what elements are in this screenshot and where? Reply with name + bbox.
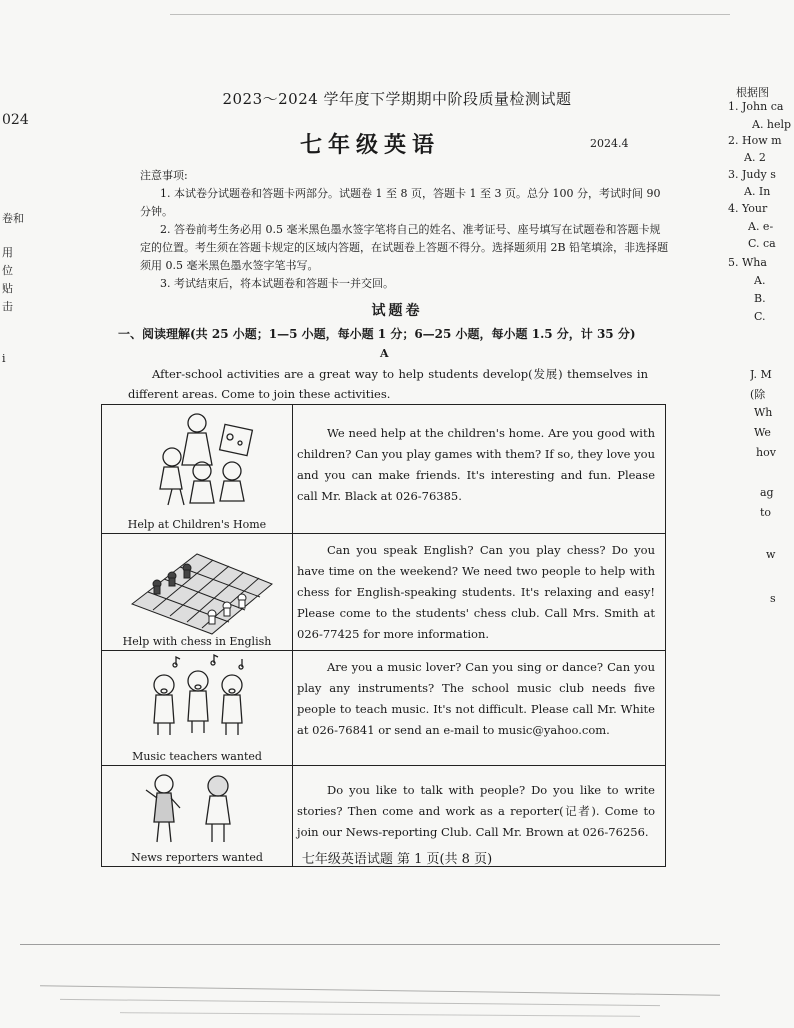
- activities-table: [101, 404, 666, 867]
- scan-line: [120, 1012, 640, 1017]
- chess-board-illustration: [102, 534, 292, 640]
- right-bleed-text: A.: [754, 274, 766, 287]
- scan-line: [60, 999, 660, 1006]
- left-bleed-text: 卷和: [2, 212, 24, 225]
- right-bleed-text: A. 2: [744, 151, 766, 164]
- section-title: 试题卷: [371, 303, 423, 319]
- ad-picture-cell: [102, 534, 293, 651]
- right-bleed-text: ag: [760, 486, 774, 499]
- ad-caption: Help with chess in English: [122, 635, 272, 648]
- notes-heading: 注意事项:: [140, 169, 188, 182]
- passage-letter: A: [380, 347, 389, 360]
- ad-caption: Music teachers wanted: [132, 750, 262, 763]
- table-row: [102, 534, 666, 651]
- right-bleed-text: A. help: [752, 118, 792, 131]
- note-item: 2. 答卷前考生务必用 0.5 毫米黑色墨水签字笔将自己的姓名、准考证号、座号填写在试题卷和答题卡规定的位置。考生须在答题卡规定的区域内答题，在试题卷上答题不得分。选择题须用 2B 铅笔填涂，非选择题须用 0.5 毫米黑色墨水签字笔书写。: [140, 223, 669, 272]
- ad-text-cell: [293, 405, 666, 534]
- table-row: [102, 651, 666, 766]
- ad-text: Do you like to talk with people? Do you like to write stories? Then come and work as a reporter(记者). Come to join our News-reporting Club. Call Mr. Brown at 026-76256.: [297, 783, 655, 839]
- grade-subject-title: 七年级英语: [300, 132, 441, 158]
- right-bleed-text: 1. John ca: [728, 100, 784, 113]
- ad-text: Can you speak English? Can you play chess? Do you have time on the weekend? We need two people to help with chess for English-speaking students. It's relaxing and easy! Please come to the students' chess club. Call Mrs. Smith at 026-77425 for more information.: [297, 543, 655, 641]
- left-bleed-text: 024: [2, 112, 29, 128]
- left-bleed-text: 用: [2, 246, 13, 259]
- left-bleed-text: 位: [2, 264, 13, 277]
- scan-line: [20, 944, 720, 945]
- ad-text: Are you a music lover? Can you sing or dance? Can you play any instruments? The school music club needs five people to teach music. It's not difficult. Please call Mr. White at 026-76841 or send an e-mail to music@yahoo.com.: [297, 660, 655, 737]
- right-bleed-text: (除: [750, 388, 766, 401]
- right-bleed-text: A. e-: [748, 220, 774, 233]
- right-bleed-text: 根据图: [736, 86, 769, 99]
- exam-date: 2024.4: [590, 137, 629, 150]
- ad-picture-cell: [102, 651, 293, 766]
- passage-intro: After-school activities are a great way to help students develop(发展) themselves in different areas. Come to join these activities.: [128, 367, 648, 401]
- right-bleed-text: hov: [756, 446, 776, 459]
- note-item: 1. 本试卷分试题卷和答题卡两部分。试题卷 1 至 8 页，答题卡 1 至 3 页。总分 100 分，考试时间 90 分钟。: [140, 187, 661, 218]
- exam-title: 2023～2024 学年度下学期期中阶段质量检测试题: [222, 90, 572, 108]
- children-home-illustration: [102, 405, 292, 523]
- music-singers-illustration: [102, 651, 292, 755]
- page-footer: 七年级英语试题 第 1 页(共 8 页): [301, 852, 493, 867]
- ad-caption: Help at Children's Home: [127, 518, 267, 531]
- ad-caption: News reporters wanted: [131, 851, 263, 864]
- right-bleed-text: A. In: [744, 185, 771, 198]
- right-bleed-text: w: [766, 548, 776, 561]
- ad-text-cell: [293, 534, 666, 651]
- notes-block: [140, 167, 670, 293]
- left-bleed-text: 贴: [2, 282, 13, 295]
- right-bleed-text: C.: [754, 310, 766, 323]
- scan-line: [40, 985, 720, 995]
- right-bleed-text: C. ca: [748, 237, 776, 250]
- right-bleed-text: 2. How m: [728, 134, 782, 147]
- left-bleed-text: i: [2, 352, 6, 365]
- right-bleed-text: B.: [754, 292, 766, 305]
- right-bleed-text: Wh: [754, 406, 773, 419]
- note-item: 3. 考试结束后，将本试题卷和答题卡一并交回。: [160, 277, 394, 290]
- right-bleed-text: 5. Wha: [728, 256, 767, 269]
- table-row: [102, 405, 666, 534]
- part-heading: 一、阅读理解(共 25 小题；1—5 小题，每小题 1 分；6—25 小题，每小题 1.5 分，计 35 分): [118, 327, 636, 341]
- right-bleed-text: to: [760, 506, 772, 519]
- right-bleed-text: 4. Your: [728, 202, 768, 215]
- right-bleed-text: We: [754, 426, 771, 439]
- reporters-illustration: [102, 766, 292, 856]
- left-bleed-text: 击: [2, 300, 13, 313]
- right-bleed-text: 3. Judy s: [728, 168, 776, 181]
- ad-text-cell: [293, 651, 666, 766]
- ad-picture-cell: [102, 405, 293, 534]
- scan-line: [170, 14, 730, 15]
- right-bleed-text: J. M: [750, 368, 772, 381]
- ad-text: We need help at the children's home. Are you good with children? Can you play games with them? If so, they love you and you can make friends. It's interesting and fun. Please call Mr. Black at 026-76385.: [297, 426, 655, 503]
- right-bleed-text: s: [770, 592, 776, 605]
